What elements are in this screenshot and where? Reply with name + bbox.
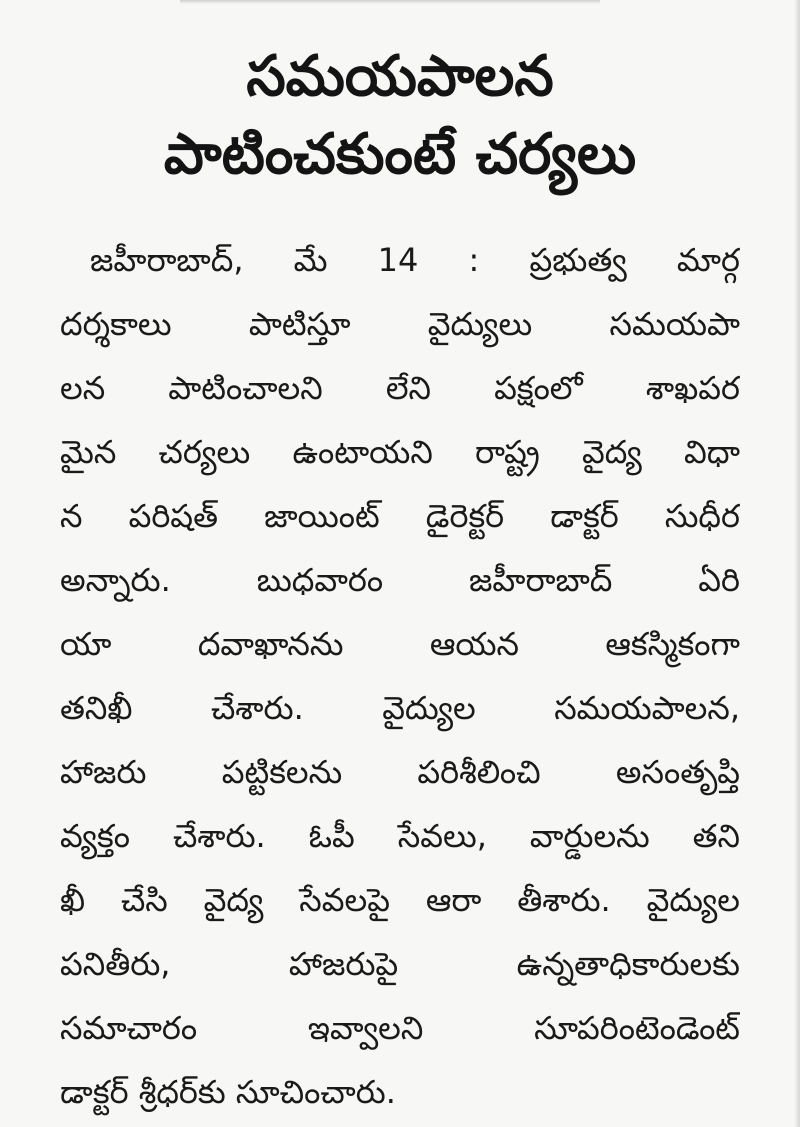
headline: [40, 38, 760, 194]
body-line: న పరిషత్ జాయింట్ డైరెక్టర్ డాక్టర్ సుధీర: [60, 497, 740, 535]
body-line: మైన చర్యలు ఉంటాయని రాష్ట్ర వైద్య విధా: [60, 433, 740, 471]
body-line: జహీరాబాద్, మే 14 : ప్రభుత్వ మార్గ: [90, 241, 740, 279]
body-line: పనితీరు, హాజరుపై ఉన్నతాధికారులకు: [60, 945, 740, 983]
body-line: సమాచారం ఇవ్వాలని సూపరింటెండెంట్: [60, 1009, 740, 1047]
body-line: వ్యక్తం చేశారు. ఓపీ సేవలు, వార్డులను తని: [60, 817, 740, 855]
headline-line-2: పాటించకుంటే చర్యలు: [163, 122, 637, 187]
body-line: యా దవాఖానను ఆయన ఆకస్మికంగా: [60, 625, 740, 663]
body-line: హాజరు పట్టికలను పరిశీలించి అసంతృప్తి: [60, 753, 740, 791]
body-line: అన్నారు. బుధవారం జహీరాబాద్ ఏరి: [60, 561, 740, 599]
body-line: ఖీ చేసి వైద్య సేవలపై ఆరా తీశారు. వైద్యుల: [60, 881, 740, 919]
body-line: లన పాటించాలని లేని పక్షంలో శాఖపర: [60, 369, 740, 407]
article-body: [60, 228, 740, 1124]
body-line: దర్శకాలు పాటిస్తూ వైద్యులు సమయపా: [60, 305, 740, 343]
headline-line-1: సమయపాలన: [246, 44, 554, 109]
clipping-top-edge: [180, 0, 600, 4]
clipping-right-edge: [794, 0, 800, 1127]
body-line: తనిఖీ చేశారు. వైద్యుల సమయపాలన,: [60, 689, 740, 727]
body-line: డాక్టర్ శ్రీధర్‌కు సూచించారు.: [60, 1073, 396, 1111]
